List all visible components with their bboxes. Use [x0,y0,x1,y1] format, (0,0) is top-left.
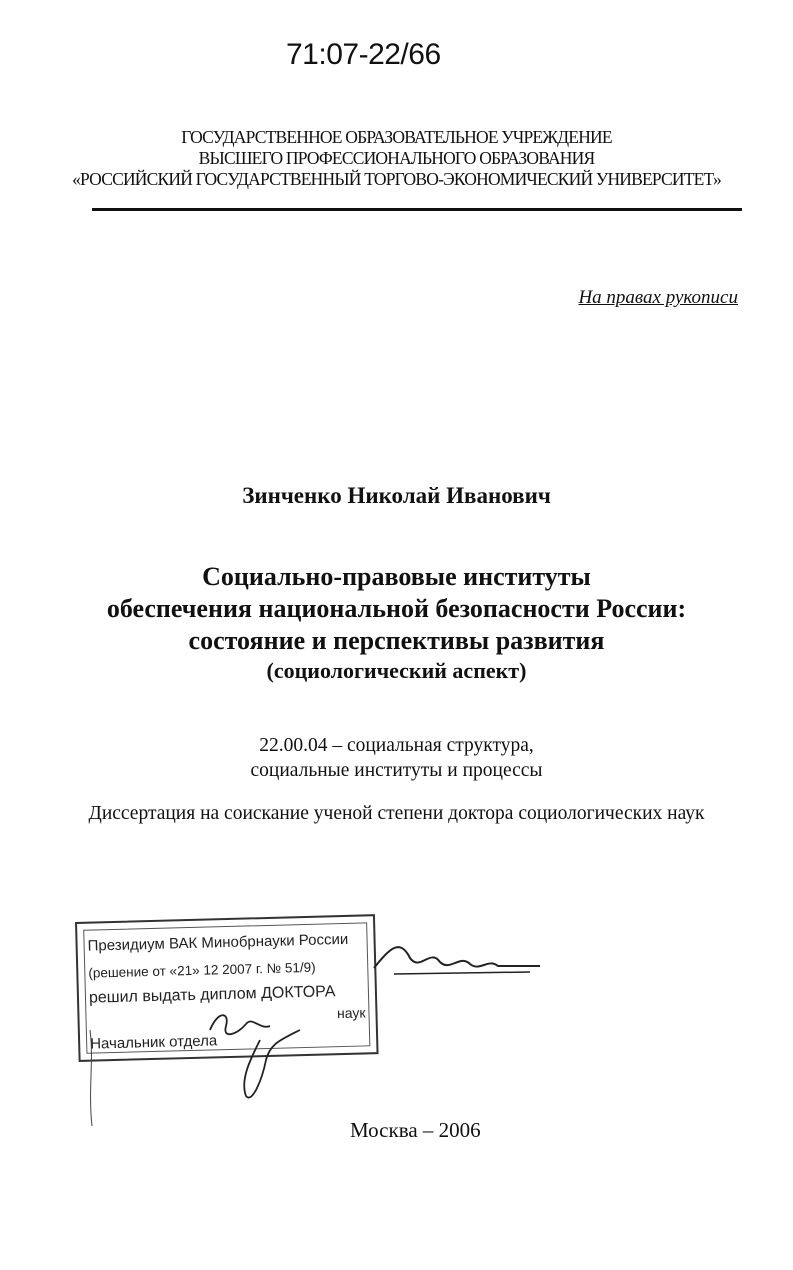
institution-line-2: ВЫСШЕГО ПРОФЕССИОНАЛЬНОГО ОБРАЗОВАНИЯ [198,148,595,168]
signature-mark-1 [370,928,550,988]
specialty-line-2: социальные институты и процессы [250,760,543,781]
institution-line-3: «РОССИЙСКИЙ ГОСУДАРСТВЕННЫЙ ТОРГОВО-ЭКОНОМИЧЕСКИЙ УНИВЕРСИТЕТ» [72,169,721,189]
stamp-line-3: решил выдать диплом ДОКТОРА [88,983,336,1007]
title-subtitle: (социологический аспект) [266,658,527,683]
margin-line [82,1030,102,1130]
stamp-line-2: (решение от «21» 12 2007 г. № 51/9) [88,959,316,981]
stamp-line-1: Президиум ВАК Минобрнауки России [87,930,349,955]
header-divider [92,208,742,211]
signature-mark-2 [200,1000,320,1110]
title-line-2: обеспечения национальной безопасности России: [106,594,687,623]
institution-line-1: ГОСУДАРСТВЕННОЕ ОБРАЗОВАТЕЛЬНОЕ УЧРЕЖДЕНИЕ [181,127,612,147]
author-name: Зинченко Николай Иванович [242,483,551,508]
dissertation-statement: Диссертация на соискание ученой степени доктора социологических наук [88,803,705,824]
manuscript-note: На правах рукописи [578,287,738,308]
stamp-line-4: наук [336,1004,366,1022]
specialty-line-1: 22.00.04 – социальная структура, [259,735,534,756]
stamp-line-5: Начальник отдела [89,1032,218,1053]
archive-code: 71:07-22/66 [286,38,441,71]
title-line-1: Социально-правовые институты [202,562,591,591]
city-year: Москва – 2006 [350,1118,481,1142]
title-line-3: состояние и перспективы развития [188,626,605,655]
